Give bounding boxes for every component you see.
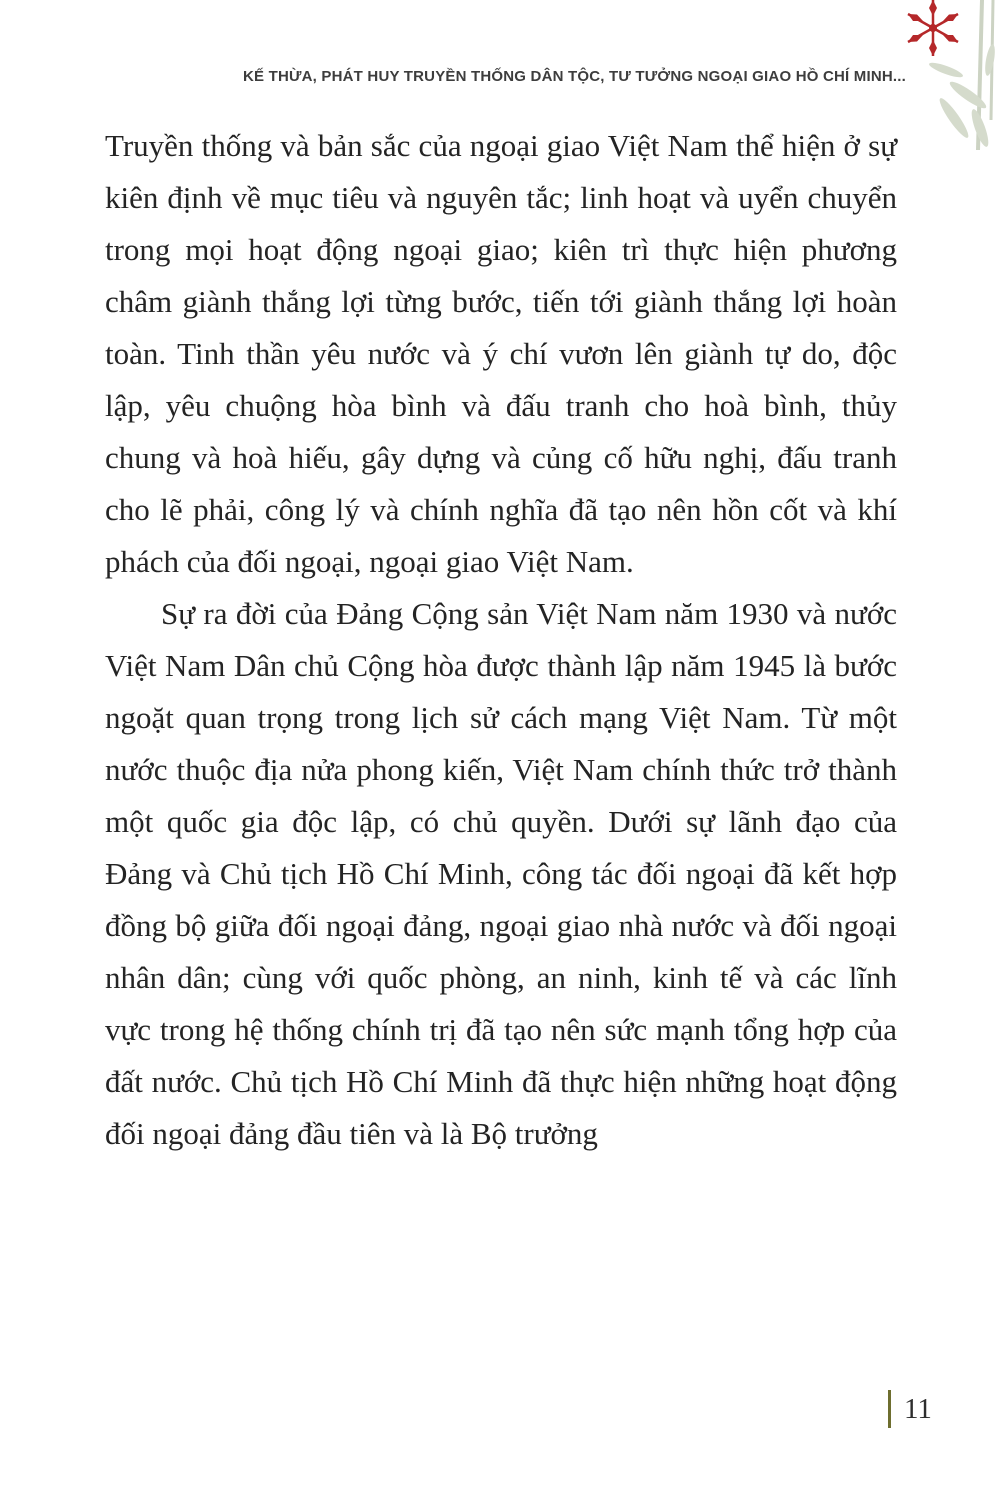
running-header: KẾ THỪA, PHÁT HUY TRUYỀN THỐNG DÂN TỘC, TƯ TƯỞNG NGOẠI GIAO HỒ CHÍ MINH...: [243, 68, 906, 85]
paragraph: Sự ra đời của Đảng Cộng sản Việt Nam năm 1930 và nước Việt Nam Dân chủ Cộng hòa được thành lập năm 1945 là bước ngoặt quan trọng trong lịch sử cách mạng Việt Nam. Từ một nước thuộc địa nửa phong kiến, Việt Nam chính thức trở thành một quốc gia độc lập, có chủ quyền. Dưới sự lãnh đạo của Đảng và Chủ tịch Hồ Chí Minh, công tác đối ngoại đã kết hợp đồng bộ giữa đối ngoại đảng, ngoại giao nhà nước và đối ngoại nhân dân; cùng với quốc phòng, an ninh, kinh tế và các lĩnh vực trong hệ thống chính trị đã tạo nên sức mạnh tổng hợp của đất nước. Chủ tịch Hồ Chí Minh đã thực hiện những hoạt động đối ngoại đảng đầu tiên và là Bộ trưởng: [105, 596, 897, 1151]
body-text: [105, 120, 897, 1160]
footer-rule: [888, 1390, 891, 1428]
bamboo-decoration: [928, 0, 997, 150]
page-number: 11: [904, 1392, 932, 1425]
paragraph: Truyền thống và bản sắc của ngoại giao Việt Nam thể hiện ở sự kiên định về mục tiêu và nguyên tắc; linh hoạt và uyển chuyển trong mọi hoạt động ngoại giao; kiên trì thực hiện phương châm giành thắng lợi từng bước, tiến tới giành thắng lợi hoàn toàn. Tinh thần yêu nước và ý chí vươn lên giành tự do, độc lập, yêu chuộng hòa bình và đấu tranh cho hoà bình, thủy chung và hoà hiếu, gây dựng và củng cố hữu nghị, đấu tranh cho lẽ phải, công lý và chính nghĩa đã tạo nên hồn cốt và khí phách của đối ngoại, ngoại giao Việt Nam.: [105, 128, 897, 579]
floral-star-icon: [908, 0, 958, 56]
footer: [888, 1390, 932, 1428]
